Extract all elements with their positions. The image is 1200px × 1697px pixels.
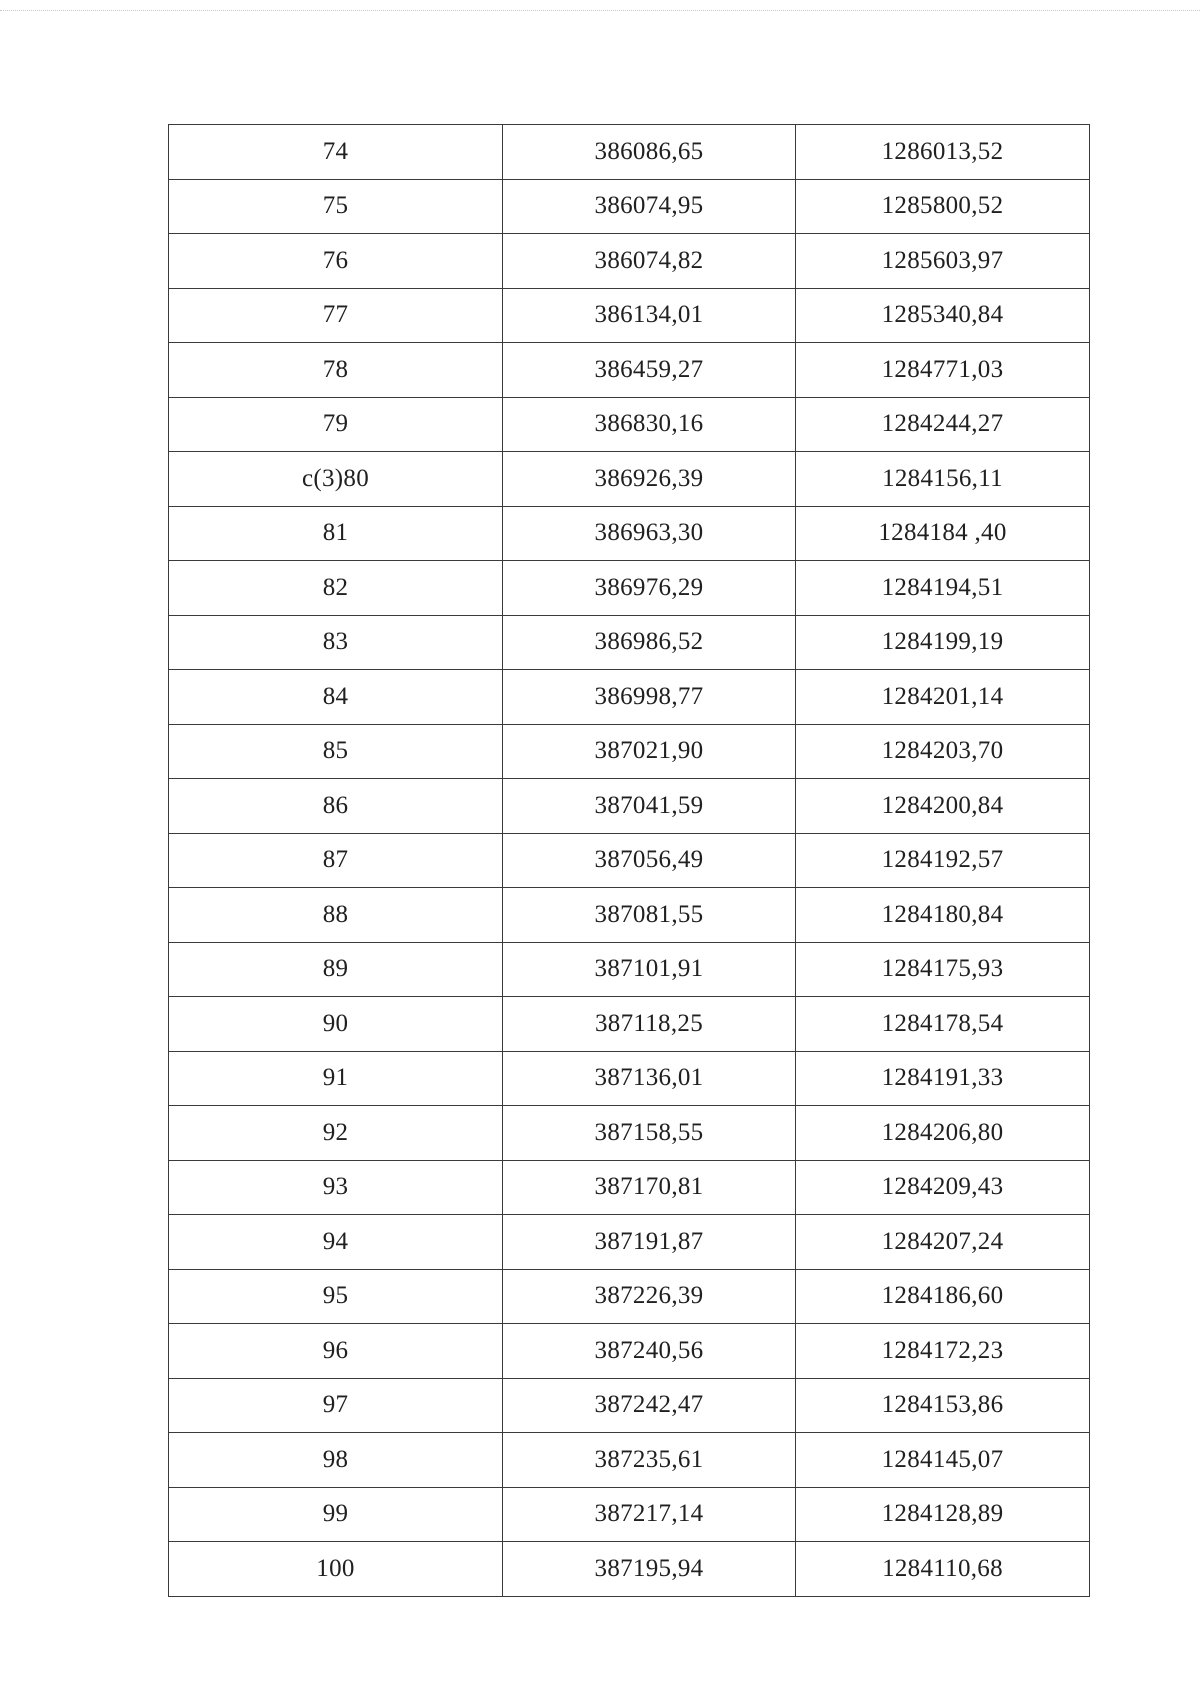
coordinates-table — [168, 124, 1090, 1597]
y-coordinate-cell: 1285340,84 — [796, 288, 1090, 343]
x-coordinate-cell: 387118,25 — [503, 997, 796, 1052]
y-coordinate-cell: 1284192,57 — [796, 833, 1090, 888]
y-coordinate-cell: 1284194,51 — [796, 561, 1090, 616]
table-row — [169, 397, 1090, 452]
x-coordinate-cell: 386963,30 — [503, 506, 796, 561]
table-row — [169, 615, 1090, 670]
y-coordinate-cell: 1284203,70 — [796, 724, 1090, 779]
y-coordinate-cell: 1285603,97 — [796, 234, 1090, 289]
x-coordinate-cell: 387021,90 — [503, 724, 796, 779]
y-coordinate-cell: 1284128,89 — [796, 1487, 1090, 1542]
x-coordinate-cell: 387217,14 — [503, 1487, 796, 1542]
table-row — [169, 833, 1090, 888]
point-number-cell: 94 — [169, 1215, 503, 1270]
x-coordinate-cell: 386976,29 — [503, 561, 796, 616]
y-coordinate-cell: 1284175,93 — [796, 942, 1090, 997]
point-number-cell: 86 — [169, 779, 503, 834]
point-number-cell: 90 — [169, 997, 503, 1052]
table-row — [169, 1433, 1090, 1488]
y-coordinate-cell: 1284206,80 — [796, 1106, 1090, 1161]
table-row — [169, 888, 1090, 943]
table-row — [169, 1542, 1090, 1597]
y-coordinate-cell: 1284199,19 — [796, 615, 1090, 670]
point-number-cell: 84 — [169, 670, 503, 725]
x-coordinate-cell: 387158,55 — [503, 1106, 796, 1161]
point-number-cell: 88 — [169, 888, 503, 943]
table-row — [169, 1106, 1090, 1161]
table-row — [169, 179, 1090, 234]
y-coordinate-cell: 1284184 ,40 — [796, 506, 1090, 561]
x-coordinate-cell: 386986,52 — [503, 615, 796, 670]
point-number-cell: 87 — [169, 833, 503, 888]
x-coordinate-cell: 387101,91 — [503, 942, 796, 997]
point-number-cell: 98 — [169, 1433, 503, 1488]
point-number-cell: 93 — [169, 1160, 503, 1215]
table-row — [169, 1160, 1090, 1215]
x-coordinate-cell: 387226,39 — [503, 1269, 796, 1324]
table-row — [169, 506, 1090, 561]
y-coordinate-cell: 1284207,24 — [796, 1215, 1090, 1270]
x-coordinate-cell: 386134,01 — [503, 288, 796, 343]
x-coordinate-cell: 387191,87 — [503, 1215, 796, 1270]
point-number-cell: c(3)80 — [169, 452, 503, 507]
x-coordinate-cell: 387136,01 — [503, 1051, 796, 1106]
x-coordinate-cell: 386074,95 — [503, 179, 796, 234]
point-number-cell: 85 — [169, 724, 503, 779]
table-row — [169, 1378, 1090, 1433]
x-coordinate-cell: 386086,65 — [503, 125, 796, 180]
table-row — [169, 125, 1090, 180]
table-row — [169, 724, 1090, 779]
point-number-cell: 79 — [169, 397, 503, 452]
y-coordinate-cell: 1284145,07 — [796, 1433, 1090, 1488]
coordinates-table-body — [169, 125, 1090, 1597]
y-coordinate-cell: 1284156,11 — [796, 452, 1090, 507]
x-coordinate-cell: 387242,47 — [503, 1378, 796, 1433]
x-coordinate-cell: 386459,27 — [503, 343, 796, 398]
x-coordinate-cell: 386830,16 — [503, 397, 796, 452]
table-row — [169, 1487, 1090, 1542]
x-coordinate-cell: 387240,56 — [503, 1324, 796, 1379]
table-row — [169, 1051, 1090, 1106]
y-coordinate-cell: 1284771,03 — [796, 343, 1090, 398]
table-row — [169, 452, 1090, 507]
x-coordinate-cell: 387195,94 — [503, 1542, 796, 1597]
point-number-cell: 100 — [169, 1542, 503, 1597]
y-coordinate-cell: 1284110,68 — [796, 1542, 1090, 1597]
point-number-cell: 96 — [169, 1324, 503, 1379]
point-number-cell: 81 — [169, 506, 503, 561]
x-coordinate-cell: 386926,39 — [503, 452, 796, 507]
y-coordinate-cell: 1284201,14 — [796, 670, 1090, 725]
x-coordinate-cell: 387081,55 — [503, 888, 796, 943]
point-number-cell: 83 — [169, 615, 503, 670]
point-number-cell: 99 — [169, 1487, 503, 1542]
point-number-cell: 76 — [169, 234, 503, 289]
y-coordinate-cell: 1284172,23 — [796, 1324, 1090, 1379]
x-coordinate-cell: 386074,82 — [503, 234, 796, 289]
y-coordinate-cell: 1286013,52 — [796, 125, 1090, 180]
y-coordinate-cell: 1284200,84 — [796, 779, 1090, 834]
x-coordinate-cell: 386998,77 — [503, 670, 796, 725]
y-coordinate-cell: 1284244,27 — [796, 397, 1090, 452]
table-row — [169, 942, 1090, 997]
table-row — [169, 561, 1090, 616]
point-number-cell: 77 — [169, 288, 503, 343]
table-row — [169, 670, 1090, 725]
x-coordinate-cell: 387235,61 — [503, 1433, 796, 1488]
point-number-cell: 95 — [169, 1269, 503, 1324]
table-row — [169, 779, 1090, 834]
y-coordinate-cell: 1284178,54 — [796, 997, 1090, 1052]
y-coordinate-cell: 1285800,52 — [796, 179, 1090, 234]
table-row — [169, 288, 1090, 343]
page-top-dotted-rule — [0, 10, 1200, 11]
point-number-cell: 74 — [169, 125, 503, 180]
table-row — [169, 1215, 1090, 1270]
table-row — [169, 1324, 1090, 1379]
x-coordinate-cell: 387056,49 — [503, 833, 796, 888]
point-number-cell: 78 — [169, 343, 503, 398]
point-number-cell: 75 — [169, 179, 503, 234]
y-coordinate-cell: 1284186,60 — [796, 1269, 1090, 1324]
x-coordinate-cell: 387041,59 — [503, 779, 796, 834]
y-coordinate-cell: 1284209,43 — [796, 1160, 1090, 1215]
table-row — [169, 234, 1090, 289]
point-number-cell: 97 — [169, 1378, 503, 1433]
y-coordinate-cell: 1284191,33 — [796, 1051, 1090, 1106]
y-coordinate-cell: 1284180,84 — [796, 888, 1090, 943]
point-number-cell: 89 — [169, 942, 503, 997]
point-number-cell: 91 — [169, 1051, 503, 1106]
table-row — [169, 997, 1090, 1052]
point-number-cell: 82 — [169, 561, 503, 616]
point-number-cell: 92 — [169, 1106, 503, 1161]
y-coordinate-cell: 1284153,86 — [796, 1378, 1090, 1433]
x-coordinate-cell: 387170,81 — [503, 1160, 796, 1215]
table-row — [169, 1269, 1090, 1324]
table-row — [169, 343, 1090, 398]
